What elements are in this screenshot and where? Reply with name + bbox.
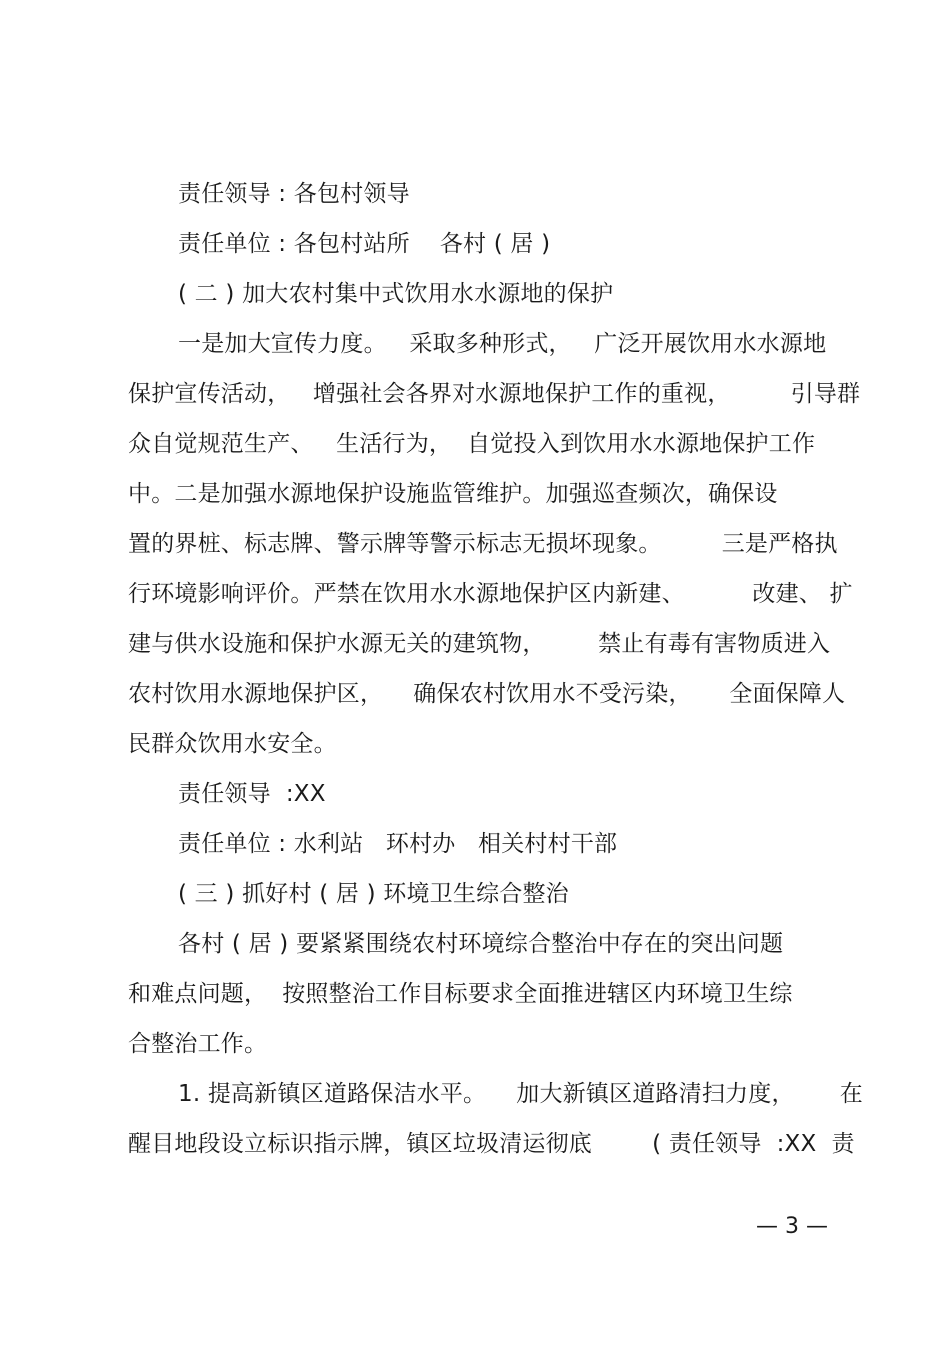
paragraph-line: 建与供水设施和保护水源无关的建筑物， 禁止有毒有害物质进入 <box>128 631 831 657</box>
section-heading-2: ( 二 ) 加大农村集中式饮用水水源地的保护 <box>178 281 614 307</box>
paragraph-line: 醒目地段设立标识指示牌，镇区垃圾清运彻底 ( 责任领导 :XX 责 <box>128 1131 855 1157</box>
paragraph-line: 一是加大宣传力度。 采取多种形式， 广泛开展饮用水水源地 <box>178 331 827 357</box>
paragraph-line: 保护宣传活动， 增强社会各界对水源地保护工作的重视， 引导群 <box>128 381 861 407</box>
paragraph-line: 和难点问题， 按照整治工作目标要求全面推进辖区内环境卫生综 <box>128 981 793 1007</box>
section-heading-3: ( 三 ) 抓好村 ( 居 ) 环境卫生综合整治 <box>178 881 569 907</box>
text-line-responsible-leader-2: 责任领导 :XX <box>178 781 326 807</box>
paragraph-line: 民群众饮用水安全。 <box>128 731 337 757</box>
paragraph-line: 行环境影响评价。严禁在饮用水水源地保护区内新建、 改建、 扩 <box>128 581 853 607</box>
paragraph-line: 农村饮用水源地保护区， 确保农村饮用水不受污染， 全面保障人 <box>128 681 846 707</box>
paragraph-line: 中。二是加强水源地保护设施监管维护。加强巡查频次，确保设 <box>128 481 778 507</box>
paragraph-line: 置的界桩、标志牌、警示牌等警示标志无损坏现象。 三是严格执 <box>128 531 838 557</box>
page-number: — 3 — <box>756 1214 828 1239</box>
text-line-responsible-unit-2: 责任单位 : 水利站 环村办 相关村村干部 <box>178 831 618 857</box>
paragraph-line: 各村 ( 居 ) 要紧紧围绕农村环境综合整治中存在的突出问题 <box>178 931 784 957</box>
paragraph-line: 众自觉规范生产、 生活行为， 自觉投入到饮用水水源地保护工作 <box>128 431 816 457</box>
paragraph-line: 合整治工作。 <box>128 1031 268 1057</box>
paragraph-line: 1. 提高新镇区道路保洁水平。 加大新镇区道路清扫力度， 在 <box>178 1081 863 1107</box>
text-line-responsible-leader-1: 责任领导 : 各包村领导 <box>178 181 410 207</box>
text-line-responsible-unit-1: 责任单位 : 各包村站所 各村 ( 居 ) <box>178 231 551 257</box>
